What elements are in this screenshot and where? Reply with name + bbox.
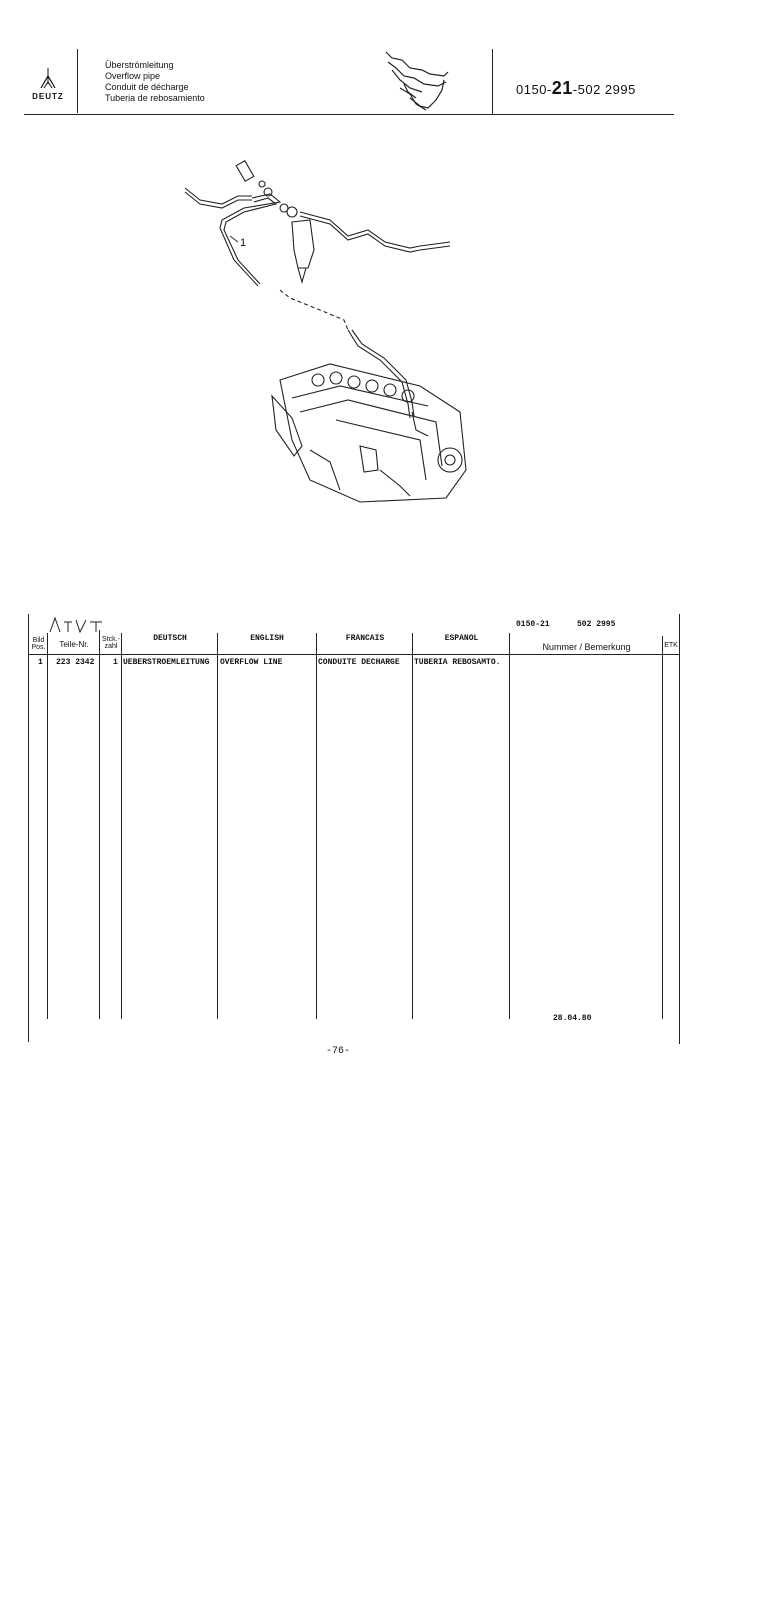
title-en: Overflow pipe bbox=[105, 71, 161, 81]
row-espanol: TUBERIA REBOSAMTO. bbox=[414, 658, 501, 667]
row-part-number: 223 2342 bbox=[56, 658, 95, 667]
pipe-thumbnail bbox=[380, 48, 460, 114]
col-header-part: Teile-Nr. bbox=[59, 640, 89, 649]
callout-1: 1 bbox=[240, 237, 247, 249]
col-header-pos-line1: Bild bbox=[32, 637, 45, 644]
col-header-qty bbox=[100, 636, 122, 650]
col-header-deutsch: DEUTSCH bbox=[153, 634, 187, 643]
row-english: OVERFLOW LINE bbox=[220, 658, 283, 667]
title-de: Überströmleitung bbox=[105, 60, 174, 70]
header-titles bbox=[105, 60, 205, 104]
title-fr: Conduit de décharge bbox=[105, 82, 189, 92]
col-header-espanol: ESPANOL bbox=[444, 634, 479, 643]
part-number-group: 21 bbox=[551, 78, 573, 98]
row-deutsch: UEBERSTROEMLEITUNG bbox=[123, 658, 210, 667]
col-header-francais: FRANCAIS bbox=[345, 634, 385, 643]
col-header-remark: Nummer / Bemerkung bbox=[542, 642, 631, 652]
part-number-suffix: -502 2995 bbox=[572, 82, 636, 97]
ref-number-left: 0150-21 bbox=[516, 620, 550, 629]
deutz-logo bbox=[22, 66, 74, 102]
row-qty: 1 bbox=[113, 658, 118, 667]
exploded-diagram bbox=[180, 150, 480, 510]
title-es: Tuberia de rebosamiento bbox=[105, 93, 205, 103]
table-date: 28.04.80 bbox=[553, 1014, 592, 1023]
part-number bbox=[516, 78, 636, 99]
overflow-pipe-illustration bbox=[180, 150, 480, 510]
col-header-etk: ETK bbox=[664, 642, 678, 649]
col-header-qty-line1: Stck.- bbox=[102, 636, 120, 643]
col-header-qty-line2: zahl bbox=[104, 643, 118, 650]
brand-text: DEUTZ bbox=[32, 92, 64, 101]
page-number: -76- bbox=[325, 1046, 350, 1057]
col-header-pos-line2: Pos. bbox=[31, 644, 46, 651]
col-header-english: ENGLISH bbox=[250, 634, 284, 643]
col-header-pos bbox=[30, 637, 47, 651]
ref-number-right: 502 2995 bbox=[577, 620, 616, 629]
part-number-prefix: 0150- bbox=[516, 82, 552, 97]
row-francais: CONDUITE DECHARGE bbox=[318, 658, 400, 667]
row-pos: 1 bbox=[38, 658, 43, 667]
